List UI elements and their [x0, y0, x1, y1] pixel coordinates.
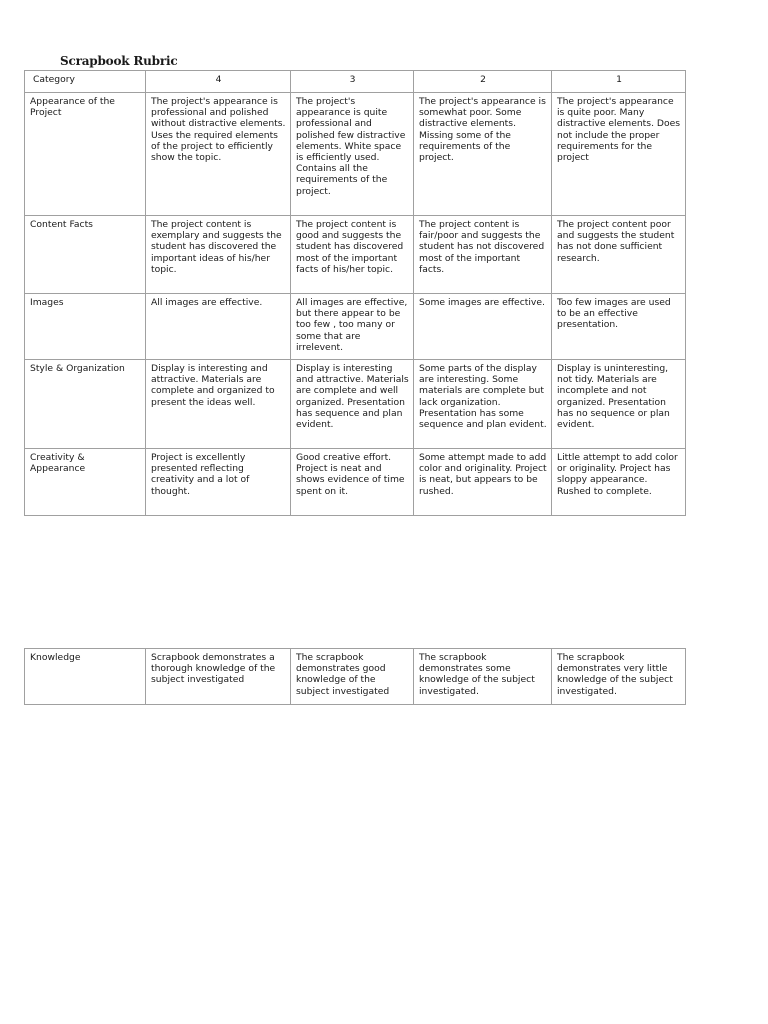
row-category: Images — [25, 294, 146, 360]
knowledge-table — [24, 648, 686, 705]
criteria-cell: The project's appearance is quite professional and polished few distractive elements. White space is efficiently used. Contains all the requirements of the project. — [291, 93, 414, 216]
header-score-3: 3 — [291, 71, 414, 93]
criteria-cell: All images are effective. — [146, 294, 291, 360]
criteria-cell: Good creative effort. Project is neat and shows evidence of time spent on it. — [291, 449, 414, 516]
table-row — [25, 93, 686, 216]
criteria-cell: Too few images are used to be an effective presentation. — [552, 294, 686, 360]
header-score-4: 4 — [146, 71, 291, 93]
criteria-cell: Some attempt made to add color and originality. Project is neat, but appears to be rushed. — [414, 449, 552, 516]
criteria-cell: The scrapbook demonstrates very little knowledge of the subject investigated. — [552, 649, 686, 705]
criteria-cell: The scrapbook demonstrates some knowledge of the subject investigated. — [414, 649, 552, 705]
header-category: Category — [25, 71, 146, 93]
criteria-cell: The project content poor and suggests the student has not done sufficient research. — [552, 216, 686, 294]
criteria-cell: The project's appearance is quite poor. Many distractive elements. Does not include the proper requirements for the project — [552, 93, 686, 216]
row-category: Creativity & Appearance — [25, 449, 146, 516]
criteria-cell: The scrapbook demonstrates good knowledge of the subject investigated — [291, 649, 414, 705]
criteria-cell: Display is interesting and attractive. Materials are complete and organized to present the ideas well. — [146, 360, 291, 449]
criteria-cell: The project's appearance is professional and polished without distractive elements. Uses the required elements of the project to efficiently show the topic. — [146, 93, 291, 216]
table-header-row — [25, 71, 686, 93]
header-score-1: 1 — [552, 71, 686, 93]
criteria-cell: Display is uninteresting, not tidy. Materials are incomplete and not organized. Presentation has no sequence or plan evident. — [552, 360, 686, 449]
criteria-cell: Little attempt to add color or originality. Project has sloppy appearance. Rushed to complete. — [552, 449, 686, 516]
criteria-cell: The project content is fair/poor and suggests the student has not discovered most of the important facts. — [414, 216, 552, 294]
row-category: Appearance of the Project — [25, 93, 146, 216]
rubric-table — [24, 70, 686, 516]
page-title: Scrapbook Rubric — [60, 54, 178, 68]
criteria-cell: Scrapbook demonstrates a thorough knowledge of the subject investigated — [146, 649, 291, 705]
table-row — [25, 649, 686, 705]
header-score-2: 2 — [414, 71, 552, 93]
criteria-cell: Some images are effective. — [414, 294, 552, 360]
row-category: Knowledge — [25, 649, 146, 705]
criteria-cell: Project is excellently presented reflecting creativity and a lot of thought. — [146, 449, 291, 516]
table-row — [25, 216, 686, 294]
criteria-cell: The project's appearance is somewhat poor. Some distractive elements. Missing some of the requirements of the project. — [414, 93, 552, 216]
table-row — [25, 449, 686, 516]
criteria-cell: The project content is exemplary and suggests the student has discovered the important ideas of his/her topic. — [146, 216, 291, 294]
criteria-cell: The project content is good and suggests the student has discovered most of the important facts of his/her topic. — [291, 216, 414, 294]
table-row — [25, 360, 686, 449]
row-category: Content Facts — [25, 216, 146, 294]
table-row — [25, 294, 686, 360]
criteria-cell: Display is interesting and attractive. Materials are complete and well organized. Presentation has sequence and plan evident. — [291, 360, 414, 449]
criteria-cell: Some parts of the display are interesting. Some materials are complete but lack organization. Presentation has some sequence and plan evident. — [414, 360, 552, 449]
criteria-cell: All images are effective, but there appear to be too few , too many or some that are irrelevent. — [291, 294, 414, 360]
row-category: Style & Organization — [25, 360, 146, 449]
